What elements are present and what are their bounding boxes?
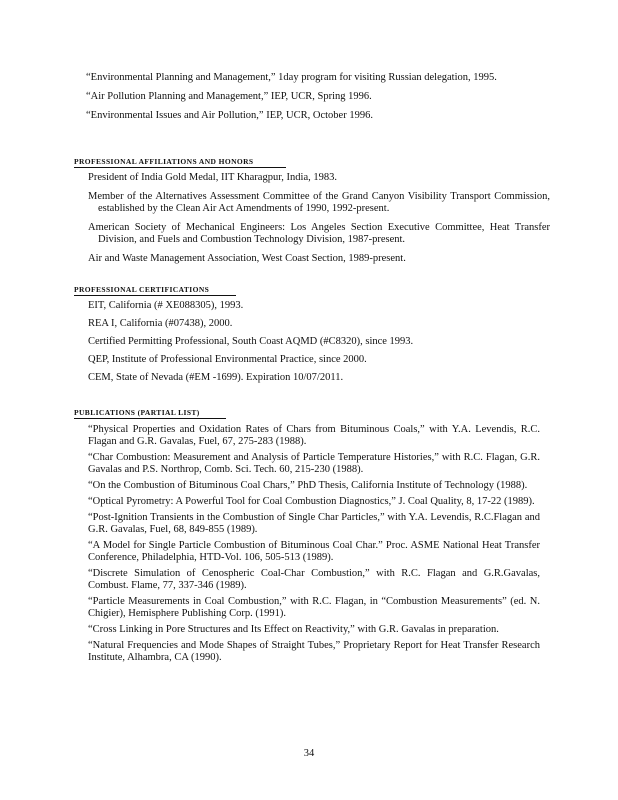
publication-item: “Optical Pyrometry: A Powerful Tool for Coal Combustion Diagnostics,” J. Coal Quality, 8, 17-22 (1989). xyxy=(88,496,535,507)
publication-item: “Natural Frequencies and Mode Shapes of Straight Tubes,” Proprietary Report for Heat Transfer Research Institute, Alhambra, CA (1990). xyxy=(88,640,540,663)
certification-item: Certified Permitting Professional, South Coast AQMD (#C8320), since 1993. xyxy=(88,336,414,347)
heading-rule xyxy=(74,295,236,296)
intro-item: “Air Pollution Planning and Management,” IEP, UCR, Spring 1996. xyxy=(86,91,372,102)
heading-rule xyxy=(74,167,286,168)
certification-item: CEM, State of Nevada (#EM -1699). Expiration 10/07/2011. xyxy=(88,372,344,383)
certification-item: REA I, California (#07438), 2000. xyxy=(88,318,233,329)
affiliation-item: President of India Gold Medal, IIT Kharagpur, India, 1983. xyxy=(88,172,337,183)
section-heading-certifications xyxy=(74,285,236,296)
section-heading-affiliations xyxy=(74,157,286,168)
heading-rule xyxy=(74,418,226,419)
publications-list xyxy=(88,424,540,668)
publication-item: “Particle Measurements in Coal Combustion,” with R.C. Flagan, in “Combustion Measurements” (ed. N. Chigier), Hemisphere Publishing Corp. (1991). xyxy=(88,596,540,619)
publication-item: “A Model for Single Particle Combustion of Bituminous Coal Char.” Proc. ASME National Heat Transfer Conference, Philadelphia, HTD-Vol. 106, 505-513 (1989). xyxy=(88,540,540,563)
affiliations-list xyxy=(74,172,550,272)
section-heading-publications xyxy=(74,408,226,419)
publication-item: “Cross Linking in Pore Structures and Its Effect on Reactivity,” with G.R. Gavalas in preparation. xyxy=(88,624,499,635)
affiliations-heading-text: PROFESSIONAL AFFILIATIONS AND HONORS xyxy=(74,157,254,166)
publication-item: “Post-Ignition Transients in the Combustion of Single Char Particles,” with Y.A. Levendis, R.C.Flagan and G.R. Gavalas, Fuel, 68, 849-855 (1989). xyxy=(88,512,540,535)
certification-item: EIT, California (# XE088305), 1993. xyxy=(88,300,244,311)
certification-item: QEP, Institute of Professional Environmental Practice, since 2000. xyxy=(88,354,367,365)
page-number: 34 xyxy=(303,748,315,759)
certifications-heading-text: PROFESSIONAL CERTIFICATIONS xyxy=(74,285,210,294)
affiliation-item: American Society of Mechanical Engineers: Los Angeles Section Executive Committee, Heat Transfer Division, and Fuels and Combustion Technology Division, 1987-present. xyxy=(88,222,550,245)
affiliation-item: Member of the Alternatives Assessment Committee of the Grand Canyon Visibility Transport Commission, established by the Clean Air Act Amendments of 1990, 1992-present. xyxy=(88,191,550,214)
publication-item: “Discrete Simulation of Cenospheric Coal-Char Combustion,” with R.C. Flagan and G.R.Gavalas, Combust. Flame, 77, 337-346 (1989). xyxy=(88,568,540,591)
intro-item: “Environmental Planning and Management,” 1day program for visiting Russian delegation, 1995. xyxy=(86,72,497,83)
intro-item: “Environmental Issues and Air Pollution,” IEP, UCR, October 1996. xyxy=(86,110,373,121)
publication-item: “Char Combustion: Measurement and Analysis of Particle Temperature Histories,” with R.C. Flagan, G.R. Gavalas and P.S. Northrop, Comb. Sci. Tech. 60, 215-230 (1988). xyxy=(88,452,540,475)
affiliation-item: Air and Waste Management Association, West Coast Section, 1989-present. xyxy=(88,253,406,264)
intro-list xyxy=(74,72,550,129)
publication-item: “Physical Properties and Oxidation Rates of Chars from Bituminous Coals,” with Y.A. Levendis, R.C. Flagan and G.R. Gavalas, Fuel, 67, 275-283 (1988). xyxy=(88,424,540,447)
publication-item: “On the Combustion of Bituminous Coal Chars,” PhD Thesis, California Institute of Technology (1988). xyxy=(88,480,528,491)
publications-heading-text: PUBLICATIONS (PARTIAL LIST) xyxy=(74,408,200,417)
certifications-list xyxy=(74,300,550,390)
